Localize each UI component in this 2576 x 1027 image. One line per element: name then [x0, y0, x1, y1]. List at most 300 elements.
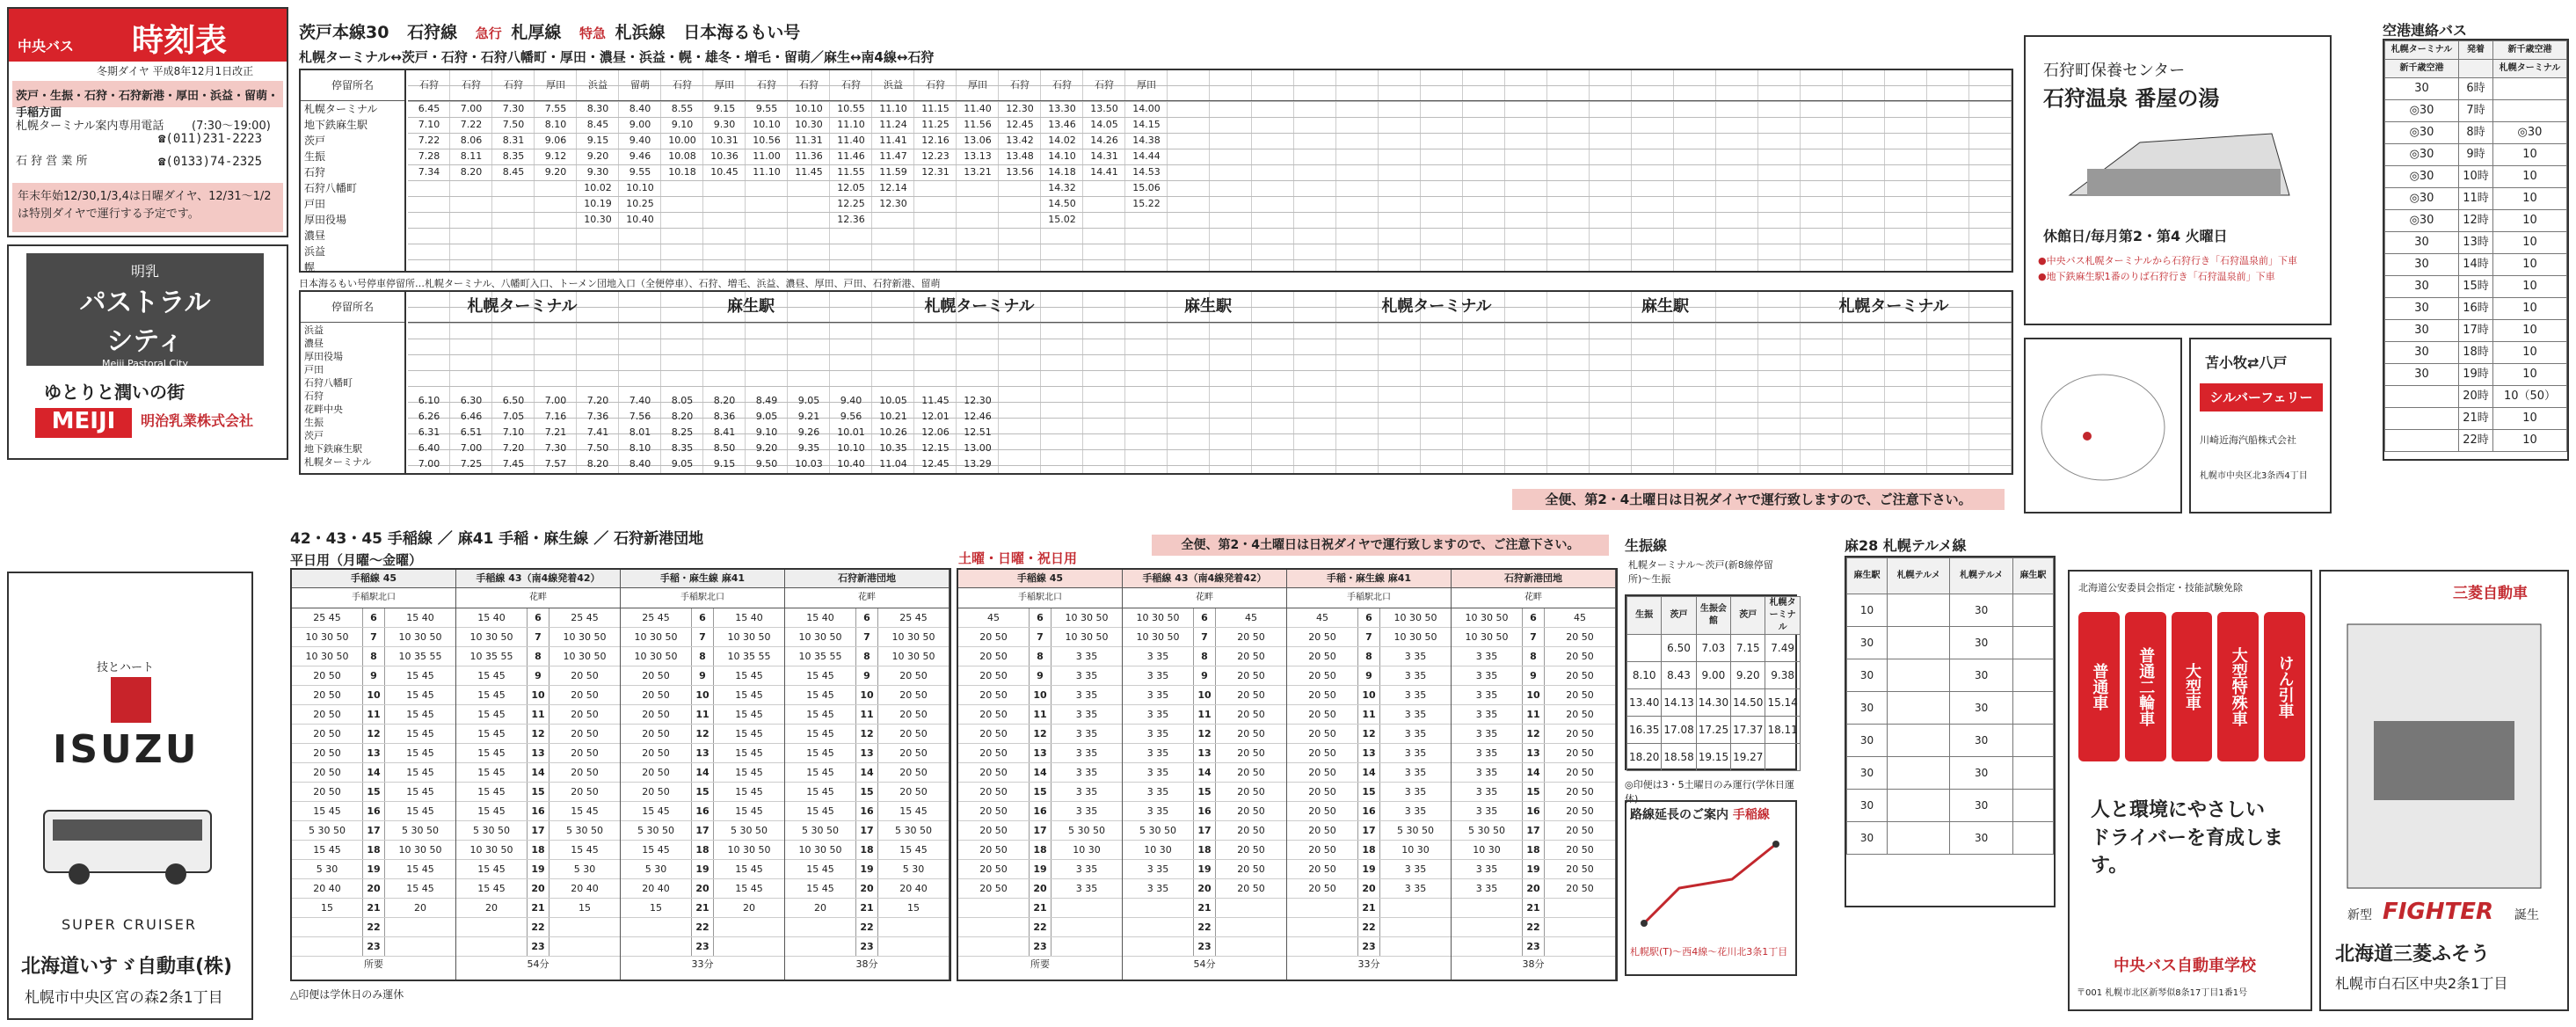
onsen-holiday: 休館日/毎月第2・第4 火曜日	[2043, 228, 2228, 244]
time-cell	[492, 196, 535, 212]
teine-hour: 22	[1029, 918, 1052, 936]
time-cell	[1083, 196, 1125, 212]
teine-row	[958, 647, 1122, 666]
teine-min-right: 15 45	[735, 863, 763, 875]
teine-row	[1123, 705, 1286, 725]
time-cell	[703, 196, 746, 212]
airport-cell: 10	[2492, 166, 2566, 188]
airport-cell	[2385, 386, 2459, 408]
teine-row	[1287, 783, 1451, 802]
teine-hour: 16	[1029, 802, 1052, 820]
time-row	[408, 393, 2012, 409]
time-cell: 10.21	[879, 411, 907, 422]
time-cell: 9.35	[797, 442, 820, 454]
stop-name: 茨戸	[304, 430, 324, 441]
teine-row	[456, 802, 620, 821]
teru-cell: 30	[1847, 692, 1888, 725]
teine-row	[456, 899, 620, 918]
time-cell	[408, 196, 450, 212]
teine-min-left: 20 50	[1308, 709, 1336, 720]
teru-row	[1847, 725, 2054, 757]
time-cell: 9.15	[586, 135, 609, 146]
teine-min-right: 15 45	[735, 767, 763, 778]
teine-min-left: 10 35 55	[469, 651, 513, 662]
teru-row	[1847, 692, 2054, 725]
teine-row	[1123, 725, 1286, 744]
teru-cell	[2012, 627, 2053, 659]
time-cell: 12.36	[837, 214, 865, 225]
teine-min-left: 15 45	[313, 805, 341, 817]
truck-icon	[2339, 615, 2550, 897]
teine-min-left: 20 50	[1308, 863, 1336, 875]
teine-hour: 8	[1357, 647, 1380, 666]
teru-table	[1845, 556, 2056, 907]
teine-min-right: 10 30	[1401, 844, 1430, 856]
teine-hour: 15	[1357, 783, 1380, 801]
onsen-name: 石狩温泉 番屋の湯	[2043, 86, 2220, 111]
ferry-address: 札幌市中央区北3条西4丁目	[2200, 471, 2308, 481]
airport-cell	[2385, 408, 2459, 430]
airport-header-row	[2385, 41, 2567, 60]
time-cell	[957, 196, 999, 212]
time-cell: 8.06	[460, 135, 483, 146]
teine-hour: 13	[1193, 744, 1216, 762]
isuzu-tagline: 技とハート	[97, 661, 155, 674]
time-cell: 14.10	[1048, 150, 1076, 162]
teine-row	[785, 899, 949, 918]
time-cell: 11.41	[879, 135, 907, 146]
teru-cell: 10	[1847, 594, 1888, 627]
teine-min-left: 20 50	[642, 767, 670, 778]
teine-min-right: 5 30	[902, 863, 925, 875]
teine-min-left: 10 30 50	[1136, 612, 1180, 623]
time-cell: 12.31	[921, 166, 950, 178]
teine-min-left	[1287, 899, 1357, 917]
time-cell: 8.55	[671, 103, 694, 114]
teine-hour: 21	[362, 899, 385, 917]
dest-header: 厚田	[546, 79, 565, 91]
stop-name: 幌	[304, 261, 316, 273]
teine-hour: 6	[1029, 608, 1052, 627]
time-cell: 9.20	[544, 166, 567, 178]
teine-min-left: 20 50	[1308, 651, 1336, 662]
dest-header: 石狩	[757, 79, 776, 91]
school-address: 〒001 札幌市北区新琴似8条17丁目1番1号	[2077, 988, 2248, 998]
teine-duration: 33分	[1357, 958, 1380, 970]
teine-notice: 全便、第2・4土曜日は日祝ダイヤで運行致しますので、ご注意下さい。	[1152, 535, 1609, 556]
teine-row	[1452, 608, 1615, 628]
teine-min-left: 5 30	[644, 863, 667, 875]
airport-row	[2385, 298, 2567, 320]
ubushi-cell: 7.49	[1765, 635, 1800, 662]
teine-min-left: 15	[321, 902, 333, 914]
time-cell	[1125, 212, 1168, 228]
teine-hour: 12	[527, 725, 549, 743]
info-hours: (7:30〜19:00)	[192, 120, 271, 133]
teine-row	[785, 841, 949, 860]
airport-col-header: 新千歳空港	[2492, 41, 2566, 60]
teine-min-left: 5 30 50	[637, 825, 674, 836]
teine-min-right: 10 30 50	[727, 631, 771, 643]
teine-hour: 13	[855, 744, 878, 762]
teine-min-left: 15 45	[477, 709, 506, 720]
teine-min-right: 20 50	[1237, 689, 1265, 701]
teine-min-left: 20 50	[1308, 728, 1336, 739]
airport-cell	[2492, 100, 2566, 122]
teine-hour: 14	[1029, 763, 1052, 782]
teine-hour: 20	[527, 879, 549, 898]
teine-hour: 17	[362, 821, 385, 840]
teine-hour: 15	[362, 783, 385, 801]
teine-row	[621, 666, 784, 686]
time-cell: 8.40	[629, 458, 651, 470]
teine-col-title: 手稲線 43（南4線発着42）	[456, 570, 620, 588]
stop-name: 厚田役場	[304, 351, 343, 362]
teine-min-left: 20 50	[979, 728, 1008, 739]
teine-hour: 23	[362, 937, 385, 956]
teine-col	[292, 570, 456, 980]
teine-min-left	[785, 918, 855, 936]
time-cell: 7.25	[460, 458, 483, 470]
airport-row	[2385, 232, 2567, 254]
time-cell: 7.22	[460, 119, 483, 130]
teru-cell: 30	[1950, 757, 2012, 790]
teine-min-right: 20 50	[1237, 844, 1265, 856]
stop-name: 戸田	[304, 198, 326, 210]
teine-col-title: 石狩新港団地	[785, 570, 949, 588]
teine-row	[1287, 686, 1451, 705]
time-cell: 6.30	[460, 395, 483, 406]
teine-row	[456, 821, 620, 841]
teine-min-right: 15 45	[735, 786, 763, 798]
teine-row	[1123, 744, 1286, 763]
teine-row	[621, 899, 784, 918]
teine-hour: 11	[527, 705, 549, 724]
airport-cell: 21時	[2459, 408, 2493, 430]
time-cell	[957, 212, 999, 228]
time-cell: 7.50	[586, 442, 609, 454]
teine-min-left: 20 50	[979, 747, 1008, 759]
time-cell: 11.47	[879, 150, 907, 162]
teine-min-left: 3 35	[1146, 767, 1169, 778]
teine-row	[1123, 783, 1286, 802]
teine-hour: 10	[691, 686, 714, 704]
mitsubishi-address: 札幌市白石区中央2条1丁目	[2335, 975, 2508, 992]
teine-min-left: 15 45	[477, 883, 506, 894]
airport-cell: 10	[2492, 342, 2566, 364]
airport-cell: 22時	[2459, 430, 2493, 452]
time-cell: 8.30	[586, 103, 609, 114]
ubushi-cell	[1627, 635, 1662, 662]
time-cell: 13.06	[964, 135, 992, 146]
teine-row	[292, 879, 455, 899]
teine-min-left: 10 30 50	[634, 651, 678, 662]
teine-hour: 16	[1193, 802, 1216, 820]
teine-col-sub: 手稲駅北口	[621, 588, 784, 608]
school-slogan1: 人と環境にやさしい	[2091, 799, 2266, 821]
time-cell: 7.22	[418, 135, 440, 146]
time-cell: 8.31	[502, 135, 525, 146]
teine-row	[621, 802, 784, 821]
time-cell: 10.35	[879, 442, 907, 454]
teine-min-right: 15 45	[735, 670, 763, 681]
teine-min-right: 3 35	[1075, 747, 1098, 759]
teine-row	[621, 647, 784, 666]
teine-hour: 18	[1029, 841, 1052, 859]
airport-cell: 13時	[2459, 232, 2493, 254]
teine-min-right: 25 45	[899, 612, 928, 623]
time-cell: 9.10	[671, 119, 694, 130]
time-cell	[661, 196, 703, 212]
time-cell: 12.45	[921, 458, 950, 470]
time-cell: 10.00	[668, 135, 696, 146]
weekday-grid	[292, 570, 950, 980]
time-cell: 6.10	[418, 395, 440, 406]
teine-hour: 22	[691, 918, 714, 936]
teine-hour: 15	[855, 783, 878, 801]
teine-min-left: 10 30 50	[469, 844, 513, 856]
time-cell: 7.40	[629, 395, 651, 406]
teru-cell: 30	[1847, 822, 1888, 855]
teine-hour: 13	[1029, 744, 1052, 762]
teine-duration: 38分	[1522, 958, 1545, 970]
time-cell: 9.10	[755, 426, 778, 438]
teru-cell	[2012, 757, 2053, 790]
teine-min-right	[1545, 918, 1615, 936]
teine-min-left: 15 45	[806, 709, 834, 720]
teine-row	[958, 879, 1122, 899]
teine-min-left: 15 45	[477, 747, 506, 759]
teine-col	[621, 570, 785, 980]
dest-header: 札幌ターミナル	[924, 297, 1035, 316]
teru-cell	[2012, 822, 2053, 855]
teine-row	[456, 725, 620, 744]
teine-col-title: 手稲・麻生線 麻41	[1287, 570, 1451, 588]
time-row	[408, 212, 2012, 228]
teine-min-right: 20 50	[1566, 709, 1594, 720]
teine-min-left: 25 45	[642, 612, 670, 623]
teine-min-left: 20 50	[979, 825, 1008, 836]
edition-label: 冬期ダイヤ 平成8年12月1日改正	[97, 65, 254, 77]
stop-name: 石狩	[304, 390, 324, 402]
time-cell: 14.02	[1048, 135, 1076, 146]
teine-min-right: 5 30 50	[895, 825, 932, 836]
time-row	[408, 133, 2012, 149]
airport-cell: 18時	[2459, 342, 2493, 364]
teine-min-right: 3 35	[1075, 767, 1098, 778]
teine-min-right: 5 30 50	[731, 825, 768, 836]
time-cell: 10.30	[584, 214, 612, 225]
time-row	[408, 164, 2012, 180]
teine-row	[621, 783, 784, 802]
teine-min-right: 20 50	[571, 670, 599, 681]
teine-hour: 8	[1029, 647, 1052, 666]
time-cell: 11.24	[879, 119, 907, 130]
teine-hour: 7	[1193, 628, 1216, 646]
teine-row	[785, 763, 949, 783]
airport-cell: 10	[2492, 408, 2566, 430]
teru-cell: 30	[1950, 725, 2012, 757]
teine-hour: 15	[1522, 783, 1545, 801]
teine-min-right: 20 50	[1566, 786, 1594, 798]
ubushi-cell: 9.38	[1765, 662, 1800, 689]
teine-hour: 11	[691, 705, 714, 724]
teru-cell	[1888, 692, 1950, 725]
time-cell	[872, 212, 914, 228]
time-cell: 12.06	[921, 426, 950, 438]
teine-min-left: 25 45	[313, 612, 341, 623]
teine-min-right: 20 50	[1566, 728, 1594, 739]
teine-hour: 15	[1029, 783, 1052, 801]
teine-min-right: 20 50	[571, 767, 599, 778]
teine-title: 42・43・45 手稲線 ／ 麻41 手稲・麻生線 ／ 石狩新港団地	[290, 530, 704, 548]
teine-min-right: 45	[1574, 612, 1586, 623]
ubushi-cell: 19.15	[1696, 744, 1730, 771]
time-cell: 8.25	[671, 426, 694, 438]
airport-cell: ◎30	[2385, 144, 2459, 166]
teine-row	[456, 705, 620, 725]
teine-min-left: 20 50	[1308, 883, 1336, 894]
teine-hour: 19	[1522, 860, 1545, 878]
teru-cell: 30	[1847, 627, 1888, 659]
teine-row	[456, 647, 620, 666]
teine-col-sub: 花畔	[1452, 588, 1615, 608]
airport-cell: 11時	[2459, 188, 2493, 210]
teine-row	[1123, 899, 1286, 918]
ubushi-row	[1627, 717, 1801, 744]
teine-min-left: 5 30 50	[309, 825, 346, 836]
mitsubishi-model: FIGHTER	[2383, 899, 2494, 925]
teine-min-left: 20 50	[313, 747, 341, 759]
teine-min-right: 15 45	[735, 883, 763, 894]
isuzu-model: SUPER CRUISER	[62, 916, 197, 933]
teine-min-right: 15 45	[406, 709, 434, 720]
teine-row	[785, 744, 949, 763]
teine-hour: 18	[1357, 841, 1380, 859]
teine-hour: 15	[691, 783, 714, 801]
teine-min-right: 20 50	[1566, 863, 1594, 875]
teine-hour: 20	[1029, 879, 1052, 898]
ubushi-row	[1627, 635, 1801, 662]
teine-min-left: 20 50	[979, 689, 1008, 701]
teine-hour: 14	[362, 763, 385, 782]
ubushi-col-header: 生振会館	[1696, 597, 1730, 635]
time-cell: 14.26	[1090, 135, 1118, 146]
time-cell: 14.18	[1048, 166, 1076, 178]
time-cell: 11.10	[837, 119, 865, 130]
teine-min-left: 20 50	[313, 786, 341, 798]
teine-min-right: 5 30	[573, 863, 596, 875]
teine-min-right: 3 35	[1075, 805, 1098, 817]
teine-min-left: 15 45	[806, 747, 834, 759]
teine-min-right: 3 35	[1404, 883, 1427, 894]
teine-row	[958, 937, 1122, 957]
teine-min-right: 10 30	[1073, 844, 1101, 856]
ubushi-row	[1627, 744, 1801, 771]
teine-row	[785, 666, 949, 686]
teine-hour: 21	[1193, 899, 1216, 917]
guide-title-text: 路線延長のご案内	[1630, 808, 1728, 822]
airport-row	[2385, 122, 2567, 144]
teine-min-right: 20 50	[1237, 728, 1265, 739]
time-cell: 9.40	[629, 135, 651, 146]
time-cell	[450, 180, 492, 196]
teine-min-right: 10 30 50	[891, 631, 935, 643]
time-cell: 11.45	[795, 166, 823, 178]
school-header: 北海道公安委員会指定・技能試験免除	[2078, 582, 2243, 594]
time-cell	[450, 196, 492, 212]
time-cell: 11.40	[964, 103, 992, 114]
teine-duration: 54分	[527, 958, 549, 970]
time-cell: 13.30	[1048, 103, 1076, 114]
teine-row	[292, 725, 455, 744]
teine-min-left: 3 35	[1146, 670, 1169, 681]
teine-min-left	[1123, 937, 1193, 956]
teine-col-sub: 手稲駅北口	[1287, 588, 1451, 608]
time-row	[408, 117, 2012, 133]
time-cell: 7.20	[502, 442, 525, 454]
dest-header: 厚田	[1137, 79, 1156, 91]
teine-min-left: 15 45	[642, 805, 670, 817]
teine-row	[292, 937, 455, 957]
teine-min-right: 15 45	[406, 805, 434, 817]
time-cell: 14.32	[1048, 182, 1076, 193]
teine-min-left: 10 30 50	[634, 631, 678, 643]
teine-row	[456, 879, 620, 899]
airport-cell: 30	[2385, 232, 2459, 254]
time-cell: 13.48	[1006, 150, 1034, 162]
teine-min-left: 20 50	[642, 786, 670, 798]
teine-min-right: 20 50	[1237, 767, 1265, 778]
inbound-time-grid	[408, 292, 2012, 473]
time-cell: 7.00	[460, 103, 483, 114]
teine-hour: 19	[691, 860, 714, 878]
teine-min-left: 10 30 50	[1136, 631, 1180, 643]
time-cell	[535, 180, 577, 196]
teru-cell	[1888, 790, 1950, 822]
teine-min-right	[1052, 899, 1122, 917]
teine-min-left	[456, 937, 527, 956]
teine-row	[958, 705, 1122, 725]
teine-row	[1452, 628, 1615, 647]
teine-hour: 10	[1357, 686, 1380, 704]
teine-min-right: 15	[907, 902, 920, 914]
teine-min-left: 20 50	[1308, 844, 1336, 856]
title-tag-6: 日本海るもい号	[683, 23, 801, 42]
ubushi-cell: 16.35	[1627, 717, 1662, 744]
time-cell: 6.31	[418, 426, 440, 438]
time-cell: 6.51	[460, 426, 483, 438]
teine-min-right: 20 50	[1237, 805, 1265, 817]
teine-min-right: 3 35	[1404, 786, 1427, 798]
teine-hour: 14	[691, 763, 714, 782]
time-cell: 8.35	[502, 150, 525, 162]
teine-row	[292, 802, 455, 821]
time-cell: 7.28	[418, 150, 440, 162]
meiji-english: Meiji Pastoral City	[102, 358, 188, 369]
airport-cell: 10	[2492, 232, 2566, 254]
teine-row	[958, 860, 1122, 879]
teine-min-right: 45	[1245, 612, 1257, 623]
airport-cell: 9時	[2459, 144, 2493, 166]
teine-min-left: 15 45	[477, 805, 506, 817]
time-cell: 13.29	[964, 458, 992, 470]
time-cell: 9.21	[797, 411, 820, 422]
teine-min-left: 20 40	[642, 883, 670, 894]
bus-icon	[35, 793, 229, 899]
time-row	[408, 196, 2012, 212]
teine-min-right: 15	[579, 902, 591, 914]
